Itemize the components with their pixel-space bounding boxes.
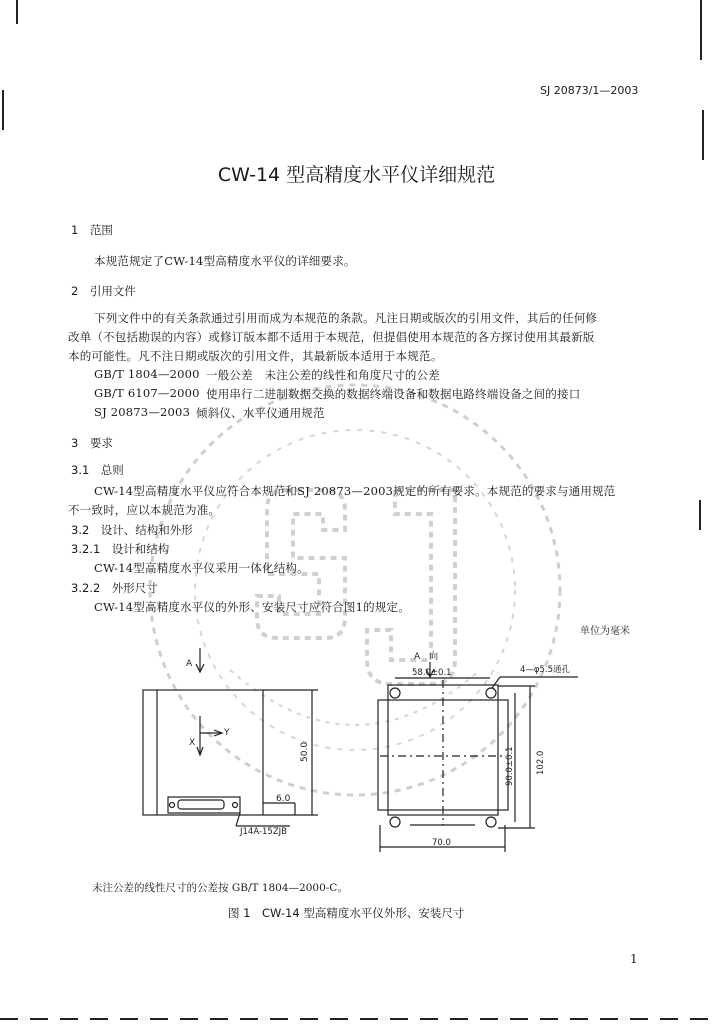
section-2-paragraph-line: 改单（不包括勘误的内容）或修订版本都不适用于本规范，但提倡使用本规范的各方探讨使用其最新版 (68, 330, 595, 344)
figure-caption: 图 1 CW-14 型高精度水平仪外形、安装尺寸 (228, 906, 465, 920)
y-axis-label: Y (224, 728, 230, 738)
section-3-1-line: 不一致时，应以本规范为准。 (68, 503, 221, 517)
mounting-hole (390, 817, 400, 827)
reference-desc: 一般公差 未注公差的线性和角度尺寸的公差 (206, 368, 440, 382)
width-dim-label: 70.0 (432, 838, 451, 848)
top-dim-label: 58.0±0.1 (412, 668, 452, 678)
section-2-paragraph-line: 下列文件中的有关条款通过引用而成为本规范的条款。凡注日期或版次的引用文件，其后的任何修 (94, 311, 598, 325)
x-axis-label: X (189, 738, 196, 748)
page-number: 1 (630, 952, 638, 966)
section-2-paragraph-line: 本的可能性。凡不注日期或版次的引用文件，其最新版本适用于本规范。 (68, 349, 443, 363)
scan-edge-mark (2, 90, 4, 130)
section-1-text: 本规范规定了CW-14型高精度水平仪的详细要求。 (94, 254, 356, 268)
scan-bottom-edge (0, 1018, 713, 1020)
scan-edge-mark (700, 0, 702, 60)
view-direction-label: A 向 (414, 652, 439, 662)
section-3-heading: 3 要求 (71, 436, 113, 450)
height-dim-label: 50.0 (300, 741, 310, 762)
reference-desc: 使用串行二进制数据交换的数据终端设备和数据电路终端设备之间的接口 (206, 387, 581, 401)
section-3-2-2-heading: 3.2.2 外形尺寸 (71, 581, 158, 595)
mounting-hole (486, 688, 496, 698)
outer-dim-label: 102.0 (536, 750, 546, 775)
reference-code: SJ 20873—2003 (94, 405, 191, 419)
side-view-body (143, 690, 263, 815)
scan-edge-mark (16, 0, 18, 24)
inner-dim-label: 90.0±0.1 (505, 746, 515, 786)
reference-desc: 倾斜仪、水平仪通用规范 (196, 406, 325, 420)
mounting-hole (486, 817, 496, 827)
reference-code: GB/T 6107—2000 (94, 386, 200, 400)
tolerance-note: 未注公差的线性尺寸的公差按 GB/T 1804—2000-C。 (92, 882, 348, 894)
figure-1-drawing (0, 640, 713, 870)
mounting-hole (390, 688, 400, 698)
reference-code: GB/T 1804—2000 (94, 367, 200, 381)
section-2-heading: 2 引用文件 (71, 284, 136, 298)
section-3-1-line: CW-14型高精度水平仪应符合本规范和SJ 20873—2003规定的所有要求。本规范的要求与通用规范 (94, 484, 616, 498)
unit-label: 单位为毫米 (580, 626, 630, 637)
scan-edge-mark (702, 110, 704, 160)
section-3-1-heading: 3.1 总则 (71, 463, 124, 477)
standard-number: SJ 20873/1—2003 (540, 84, 639, 97)
section-3-2-heading: 3.2 设计、结构和外形 (71, 523, 193, 537)
scan-edge-mark (699, 500, 701, 530)
section-3-2-1-heading: 3.2.1 设计和结构 (71, 542, 170, 556)
document-title: CW-14 型高精度水平仪详细规范 (217, 164, 496, 186)
section-1-heading: 1 范围 (71, 223, 113, 237)
section-3-2-1-text: CW-14型高精度水平仪采用一体化结构。 (94, 561, 309, 575)
hole-note-label: 4—φ5.5通孔 (520, 665, 571, 675)
connector-label: J14A-15ZJB (240, 827, 287, 837)
offset-dim-label: 6.0 (276, 794, 291, 804)
view-a-label: A (186, 659, 193, 669)
section-3-2-2-text: CW-14型高精度水平仪的外形、安装尺寸应符合图1的规定。 (94, 600, 410, 614)
